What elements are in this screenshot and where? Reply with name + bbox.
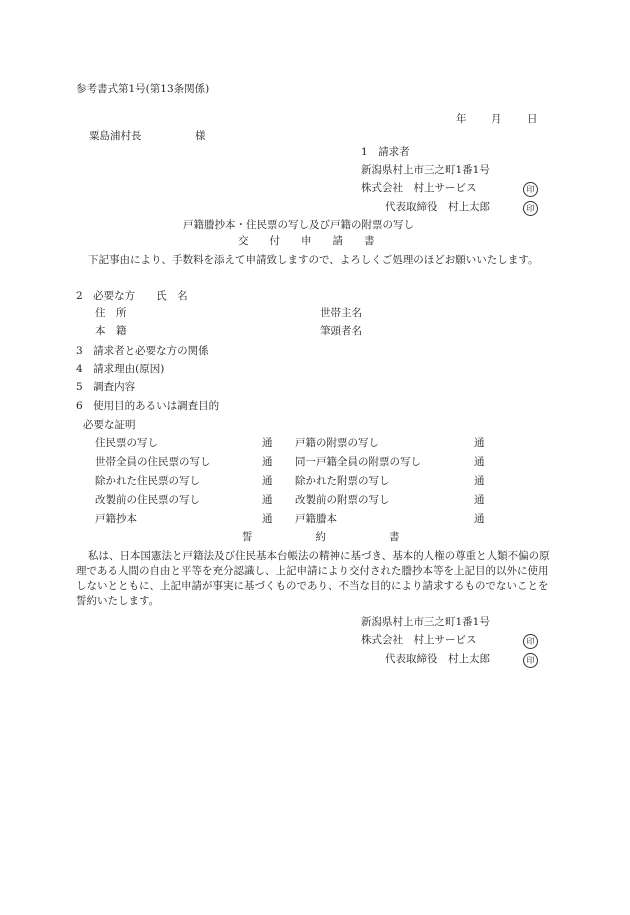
form-reference: 参考書式第1号(第13条関係) (76, 83, 210, 95)
cert-unit: 通 (262, 494, 273, 506)
pledge-title: 誓 約 書 (242, 531, 400, 543)
addressee-honorific: 様 (195, 130, 206, 142)
item2-heading: 2 必要な方 氏 名 (76, 290, 188, 302)
domicile-label: 本 籍 (95, 325, 127, 337)
pledge-text: 私は、日本国憲法と戸籍法及び住民基本台帳法の精神に基づき、基本的人権の尊重と人類不偏の原理である人間の自由と平等を充分認識し、上記申請により交付された謄抄本等を上記目的以外に使用しないとともに、上記申請が事実に基づくものであり、不当な目的により請求するものでないことを誓約いたします。 (76, 550, 550, 607)
requester-address: 新潟県村上市三之町1番1号 (361, 164, 490, 176)
title-line1: 戸籍謄抄本・住民票の写し及び戸籍の附票の写し (183, 219, 414, 231)
seal-mark: 印 (523, 182, 538, 197)
cert-unit: 通 (262, 475, 273, 487)
head-of-family-label: 筆頭者名 (320, 325, 362, 337)
intro-text: 下記事由により、手数料を添えて申請致しますので、よろしくご処理のほどお願いいたします。 (88, 254, 539, 266)
seal-mark: 印 (523, 634, 538, 649)
requester-representative: 代表取締役 村上太郎 (385, 201, 490, 213)
cert-unit: 通 (474, 475, 485, 487)
date-month: 月 (491, 113, 502, 125)
cert-left: 住民票の写し (95, 437, 158, 449)
cert-left: 世帯全員の住民票の写し (95, 456, 211, 468)
item5: 5 調査内容 (76, 381, 136, 393)
item6: 6 使用目的あるいは調査目的 (76, 400, 220, 412)
cert-unit: 通 (262, 456, 273, 468)
signer-address: 新潟県村上市三之町1番1号 (361, 616, 490, 628)
cert-unit: 通 (474, 513, 485, 525)
certificates-heading: 必要な証明 (83, 419, 136, 431)
cert-right: 戸籍謄本 (295, 513, 337, 525)
cert-left: 戸籍抄本 (95, 513, 137, 525)
cert-right: 戸籍の附票の写し (295, 437, 379, 449)
date-year: 年 (456, 113, 467, 125)
address-label: 住 所 (95, 307, 127, 319)
item3: 3 請求者と必要な方の関係 (76, 345, 209, 357)
householder-label: 世帯主名 (320, 307, 362, 319)
requester-heading: 1 請求者 (361, 146, 410, 158)
signer-company: 株式会社 村上サービス (361, 634, 477, 646)
seal-mark: 印 (523, 653, 538, 668)
requester-company: 株式会社 村上サービス (361, 182, 477, 194)
cert-right: 同一戸籍全員の附票の写し (295, 456, 421, 468)
addressee-name: 粟島浦村長 (89, 130, 142, 142)
date-day: 日 (527, 113, 538, 125)
cert-left: 除かれた住民票の写し (95, 475, 200, 487)
cert-right: 除かれた附票の写し (295, 475, 390, 487)
cert-left: 改製前の住民票の写し (95, 494, 200, 506)
cert-unit: 通 (262, 437, 273, 449)
title-line2: 交 付 申 請 書 (238, 235, 375, 247)
cert-unit: 通 (262, 513, 273, 525)
cert-unit: 通 (474, 437, 485, 449)
signer-representative: 代表取締役 村上太郎 (385, 653, 490, 665)
seal-mark: 印 (523, 201, 538, 216)
item4: 4 請求理由(原因) (76, 363, 165, 375)
cert-unit: 通 (474, 456, 485, 468)
cert-right: 改製前の附票の写し (295, 494, 390, 506)
cert-unit: 通 (474, 494, 485, 506)
